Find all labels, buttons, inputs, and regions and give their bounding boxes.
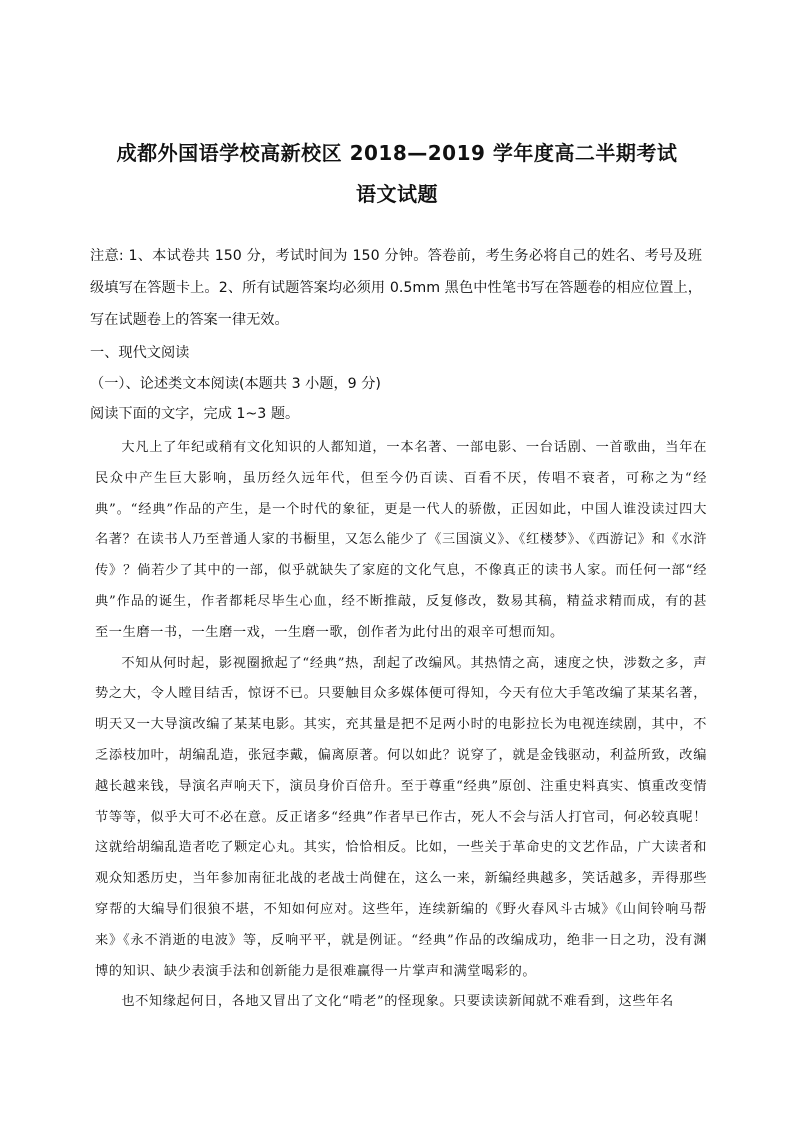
document-title: 成都外国语学校高新校区 2018—2019 学年度高二半期考试 <box>116 141 678 165</box>
passage-paragraph: 不知从何时起，影视圈掀起了“经典”热，刮起了改编风。其热情之高，速度之快，涉数之多，声势之大，令人瞠目结舌，惊讶不已。只要触目众多媒体便可得知，今天有位大手笔改编了某某名著，明天又一大导演改编了某某电影。其实，充其量是把不足两小时的电影拉长为电视连续剧，其中，不乏添枝加叶，胡编乱造，张冠李戴，偏离原著。何以如此？说穿了，就是金钱驱动，利益所致，改编越长越来钱，导演名声响天下，演员身价百倍升。至于尊重“经典”原创、注重史料真实、慎重改变情节等等，似乎大可不必在意。反正诸多“经典”作者早已作古，死人不会与活人打官司，何必较真呢！这就给胡编乱造者吃了颗定心丸。其实，恰恰相反。比如，一些关于革命史的文艺作品，广大读者和观众知悉历史，当年参加南征北战的老战士尚健在，这么一来，新编经典越多，笑话越多，弄得那些穿帮的大编导们很狼不堪，不知如何应对。这些年，连续新编的《野火春风斗古城》《山间铃响马帮来》《永不消逝的电波》等，反响平平，就是例证。“经典”作品的改编成功，绝非一日之功，没有渊博的知识、缺少表演手法和创新能力是很难赢得一片掌声和满堂喝彩的。 <box>95 655 707 979</box>
subsection-heading: （一）、论述类文本阅读(本题共 3 小题，9 分) <box>90 376 381 392</box>
section-heading: 一、现代文阅读 <box>90 345 190 361</box>
reading-passage <box>95 433 707 1018</box>
document-subtitle: 语文试题 <box>356 182 438 206</box>
passage-paragraph: 也不知缘起何日，各地又冒出了文化“啃老”的怪现象。只要读读新闻就不难看到，这些年名 <box>121 994 674 1010</box>
reading-instruction: 阅读下面的文字，完成 1~3 题。 <box>90 406 300 422</box>
passage-paragraph: 大凡上了年纪或稍有文化知识的人都知道，一本名著、一部电影、一台话剧、一首歌曲，当年在民众中产生巨大影响，虽历经久远年代，但至今仍百读、百看不厌，传唱不衰者，可称之为“经典”。“经典”作品的产生，是一个时代的象征，更是一代人的骄傲，正因如此，中国人谁没读过四大名著？在读书人乃至普通人家的书橱里，又怎么能少了《三国演义》、《红楼梦》、《西游记》和《水浒传》？倘若少了其中的一部，似乎就缺失了家庭的文化气息，不像真正的读书人家。而任何一部“经典”作品的诞生，作者都耗尽毕生心血，经不断推敲，反复修改，数易其稿，精益求精而成，有的甚至一生磨一书，一生磨一戏，一生磨一歌，创作者为此付出的艰辛可想而知。 <box>95 440 707 640</box>
exam-notice: 注意: 1、本试卷共 150 分，考试时间为 150 分钟。答卷前，考生务必将自己的姓名、考号及班级填写在答题卡上。2、所有试题答案均必须用 0.5mm 黑色中性笔书写在答题卷的相应位置上，写在试题卷上的答案一律无效。 <box>90 248 702 328</box>
